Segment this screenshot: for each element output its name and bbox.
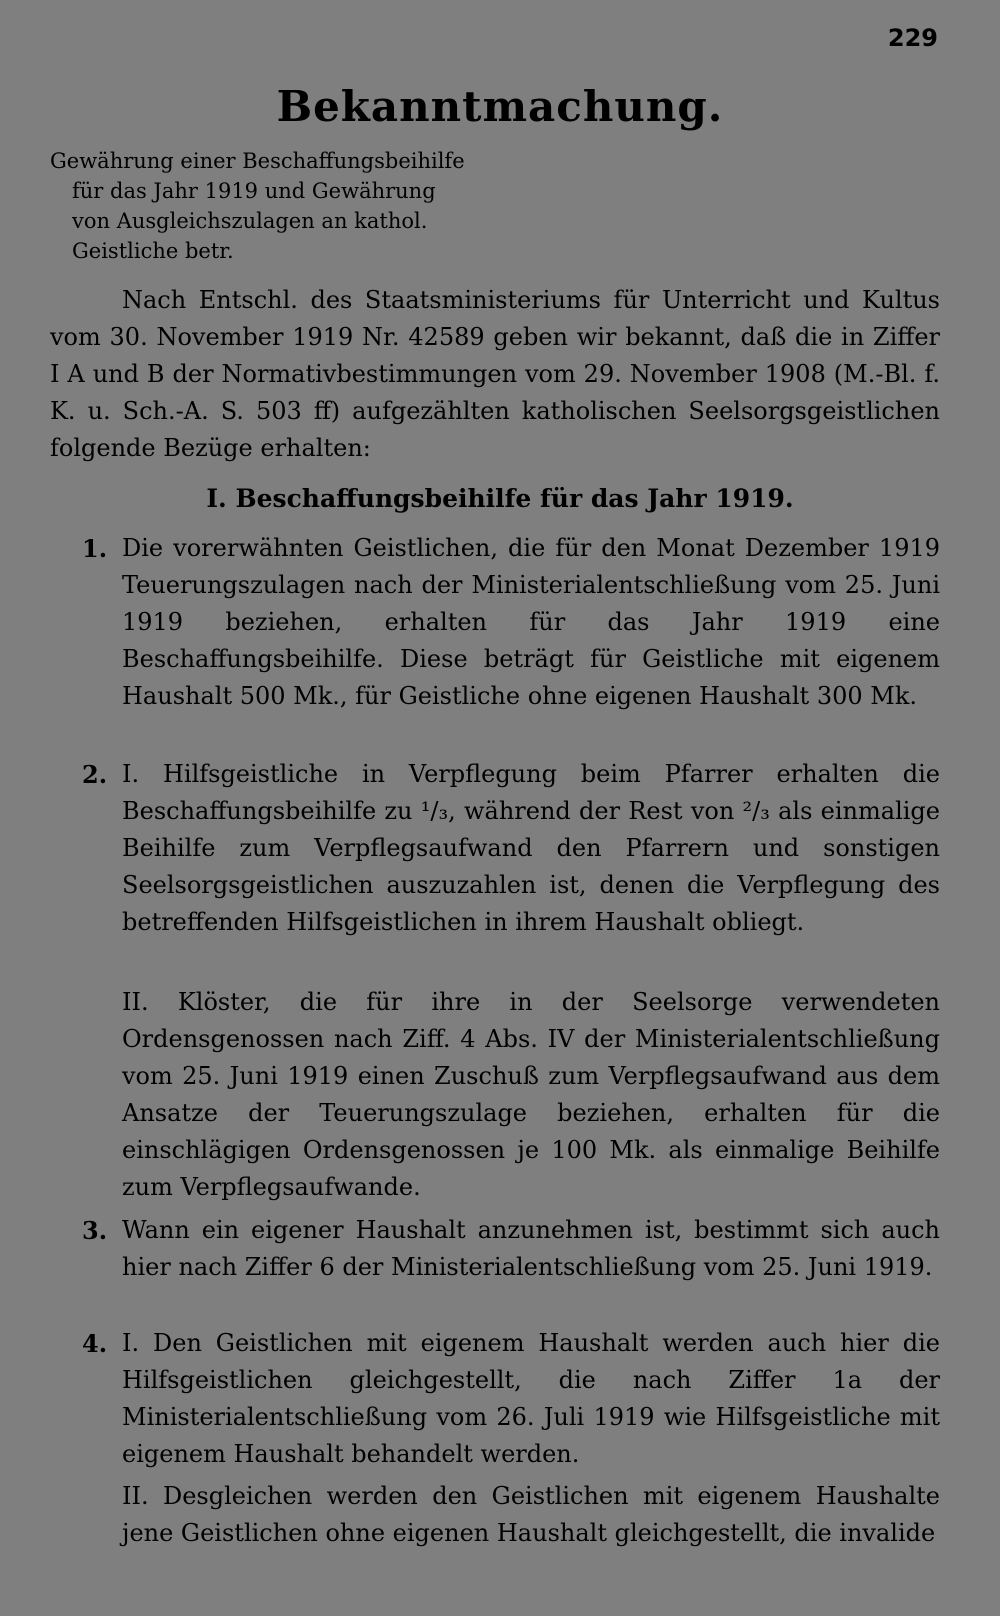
item-text: Die vorerwähnten Geistlichen, die für den Monat Dezember 1919 Teuerungszulagen nach der Ministerialentschließung vom 25. Juni 1919 beziehen, erhalten für das Jahr 1919 eine Beschaffungsbeihilfe. Diese beträgt für Geistliche mit eigenem Haushalt 500 Mk., für Geistliche ohne eigenen Haushalt 300 Mk. [122,534,940,710]
subject-line: Geistliche betr. [72,239,234,263]
subject-block [50,146,510,266]
item-number: 4. [82,1329,108,1358]
list-item [82,530,940,715]
item-text: II. Klöster, die für ihre in der Seelsorge verwendeten Ordensgenossen nach Ziff. 4 Abs. IV der Ministerialentschließung vom 25. Juni 1919 einen Zuschuß zum Verpflegsaufwand aus dem Ansatze der Teuerungszulage beziehen, erhalten für die einschlägigen Ordensgenossen je 100 Mk. als einmalige Beihilfe zum Verpflegsaufwande. [122,988,940,1201]
intro-paragraph: Nach Entschl. des Staatsministeriums für Unterricht und Kultus vom 30. November 1919 Nr. 42589 geben wir bekannt, daß die in Ziffer I A und B der Normativbestimmungen vom 29. November 1908 (M.-Bl. f. K. u. Sch.-A. S. 503 ff) aufgezählten katholischen Seelsorgsgeistlichen folgende Bezüge erhalten: [50,286,940,462]
list-item [82,756,940,941]
item-text: I. Hilfsgeistliche in Verpflegung beim Pfarrer erhalten die Beschaffungsbeihilfe zu ¹/₃, während der Rest von ²/₃ als einmalige Beihilfe zum Verpflegsaufwand den Pfarrern und sonstigen Seelsorgsgeistlichen auszuzahlen ist, denen die Verpflegung des betreffenden Hilfsgeistlichen in ihrem Haushalt obliegt. [122,760,940,936]
list-item [82,1325,940,1473]
page-number: 229 [887,24,938,52]
item-text: I. Den Geistlichen mit eigenem Haushalt werden auch hier die Hilfsgeistlichen gleichgestellt, die nach Ziffer 1a der Ministerialentschließung vom 26. Juli 1919 wie Hilfsgeistliche mit eigenem Haushalt behandelt werden. [122,1329,940,1468]
list-item [122,984,940,1206]
item-number: 3. [82,1216,108,1245]
page-title: Bekanntmachung. [276,82,724,131]
subject-line: von Ausgleichszulagen an kathol. [72,209,428,233]
subject-line: Gewährung einer Beschaffungsbeihilfe [50,149,465,173]
section-heading: I. Beschaffungsbeihilfe für das Jahr 1919. [206,484,794,513]
item-number: 1. [82,534,108,563]
item-text: Wann ein eigener Haushalt anzunehmen ist, bestimmt sich auch hier nach Ziffer 6 der Ministerialentschließung vom 25. Juni 1919. [122,1216,940,1281]
item-text: II. Desgleichen werden den Geistlichen mit eigenem Haushalte jene Geistlichen ohne eigenen Haushalt gleichgestellt, die invalide [122,1482,940,1547]
item-number: 2. [82,760,108,789]
list-item [82,1212,940,1286]
list-item [122,1478,940,1552]
subject-line: für das Jahr 1919 und Gewährung [72,179,436,203]
